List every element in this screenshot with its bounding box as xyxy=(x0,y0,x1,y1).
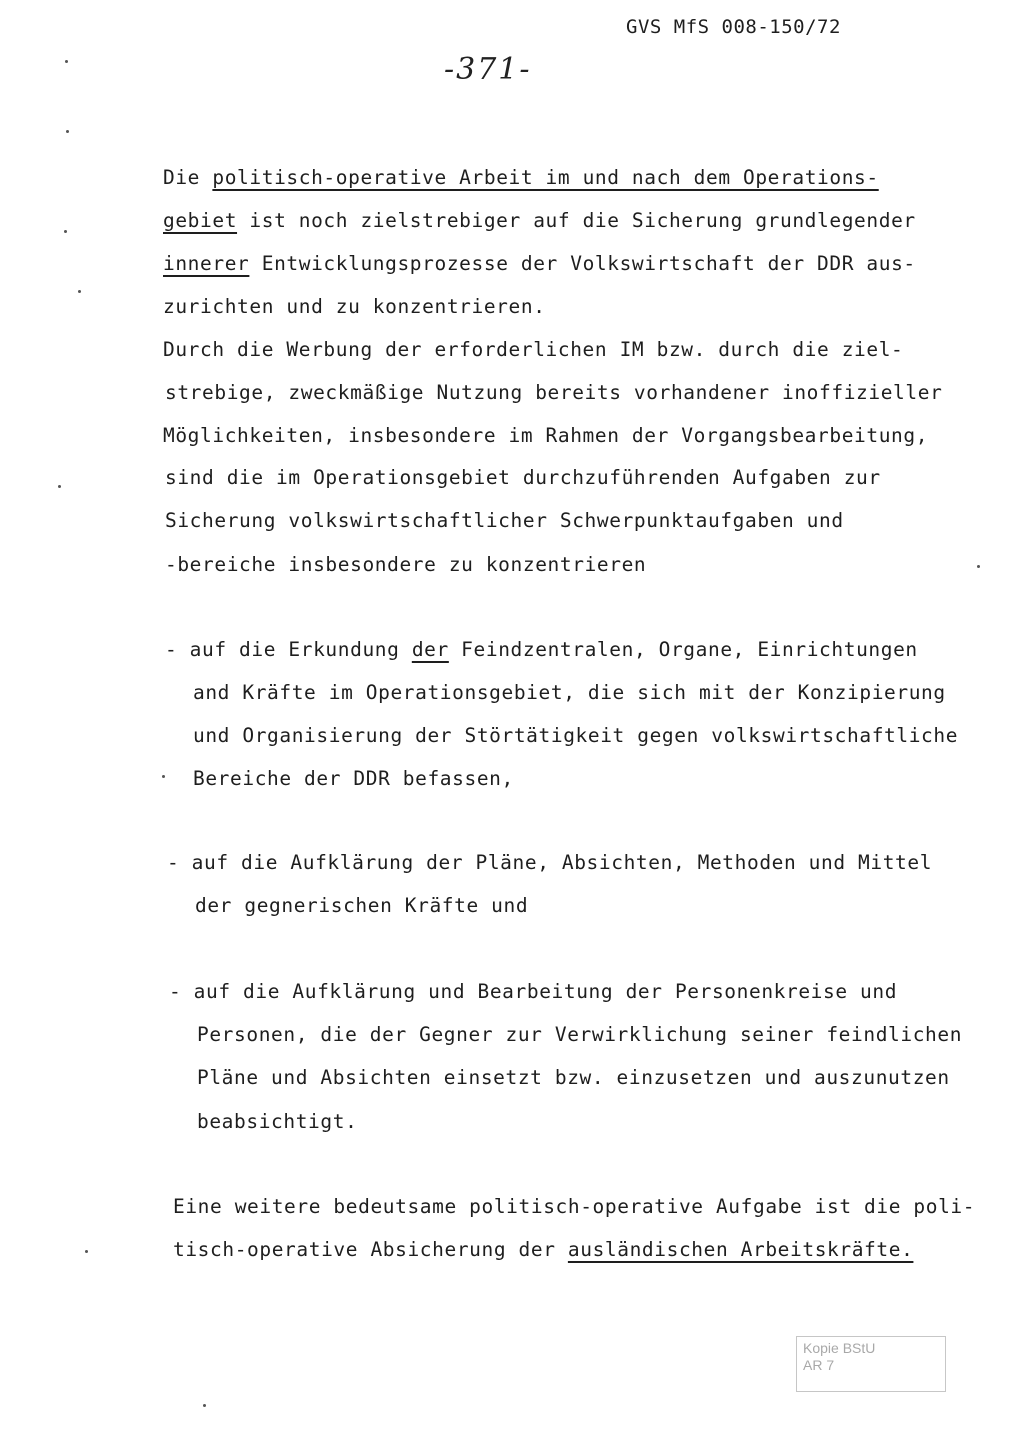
scan-speck xyxy=(162,775,165,778)
text-line: der gegnerischen Kräfte und xyxy=(195,894,529,917)
text-line xyxy=(173,1238,913,1264)
text-line: und Organisierung der Störtätigkeit gegen volkswirtschaftliche xyxy=(193,724,959,747)
scan-speck xyxy=(66,130,69,133)
scan-speck xyxy=(58,485,61,488)
text-line: Pläne und Absichten einsetzt bzw. einzusetzen und auszunutzen xyxy=(197,1066,950,1089)
bullet-line xyxy=(165,638,918,664)
text-line: beabsichtigt. xyxy=(197,1110,358,1133)
text-line xyxy=(163,209,916,235)
text-line: sind die im Operationsgebiet durchzuführenden Aufgaben zur xyxy=(165,466,881,489)
page-number: -371- xyxy=(444,52,532,87)
text-line: Eine weitere bedeutsame politisch-operative Aufgabe ist die poli- xyxy=(173,1195,976,1218)
text-line: Durch die Werbung der erforderlichen IM bzw. durch die ziel- xyxy=(163,338,904,361)
bullet-line: - auf die Aufklärung der Pläne, Absichten, Methoden und Mittel xyxy=(167,851,933,874)
stamp-line: Kopie BStU xyxy=(803,1340,876,1356)
text-line: -bereiche insbesondere zu konzentrieren xyxy=(165,553,647,576)
scan-speck xyxy=(64,230,67,233)
text-span: - auf die Erkundung xyxy=(165,638,412,661)
stamp-line: AR 7 xyxy=(803,1357,835,1373)
bullet-line: - auf die Aufklärung und Bearbeitung der Personenkreise und xyxy=(169,980,898,1003)
text-line: Bereiche der DDR befassen, xyxy=(193,767,514,790)
scan-speck xyxy=(203,1404,206,1407)
scan-speck xyxy=(65,60,68,63)
document-reference: GVS MfS 008-150/72 xyxy=(626,16,841,38)
underlined-text: politisch-operative Arbeit im und nach dem Operations- xyxy=(212,166,879,189)
archive-stamp xyxy=(796,1336,946,1392)
underlined-text: der xyxy=(411,638,449,661)
underlined-text: ausländischen Arbeitskräfte. xyxy=(567,1238,914,1261)
text-line: Möglichkeiten, insbesondere im Rahmen der Vorgangsbearbeitung, xyxy=(163,424,929,447)
text-line: strebige, zweckmäßige Nutzung bereits vorhandener inoffizieller xyxy=(165,381,943,404)
text-line xyxy=(163,252,916,278)
text-span: tisch-operative Absicherung der xyxy=(173,1238,568,1261)
underlined-text: innerer xyxy=(163,252,250,275)
underlined-text: gebiet xyxy=(163,209,238,232)
text-line: zurichten und zu konzentrieren. xyxy=(163,295,546,318)
text-line xyxy=(163,166,879,192)
text-span: Die xyxy=(163,166,213,189)
text-span: Feindzentralen, Organe, Einrichtungen xyxy=(448,638,918,661)
text-span: ist noch zielstrebiger auf die Sicherung grundlegender xyxy=(237,209,916,232)
text-line: and Kräfte im Operationsgebiet, die sich mit der Konzipierung xyxy=(193,681,946,704)
scan-speck xyxy=(85,1250,88,1253)
scan-speck xyxy=(78,290,81,293)
scan-speck xyxy=(977,565,980,568)
text-line: Personen, die der Gegner zur Verwirklichung seiner feindlichen xyxy=(197,1023,963,1046)
text-span: Entwicklungsprozesse der Volkswirtschaft der DDR aus- xyxy=(249,252,916,275)
text-line: Sicherung volkswirtschaftlicher Schwerpunktaufgaben und xyxy=(165,509,844,532)
